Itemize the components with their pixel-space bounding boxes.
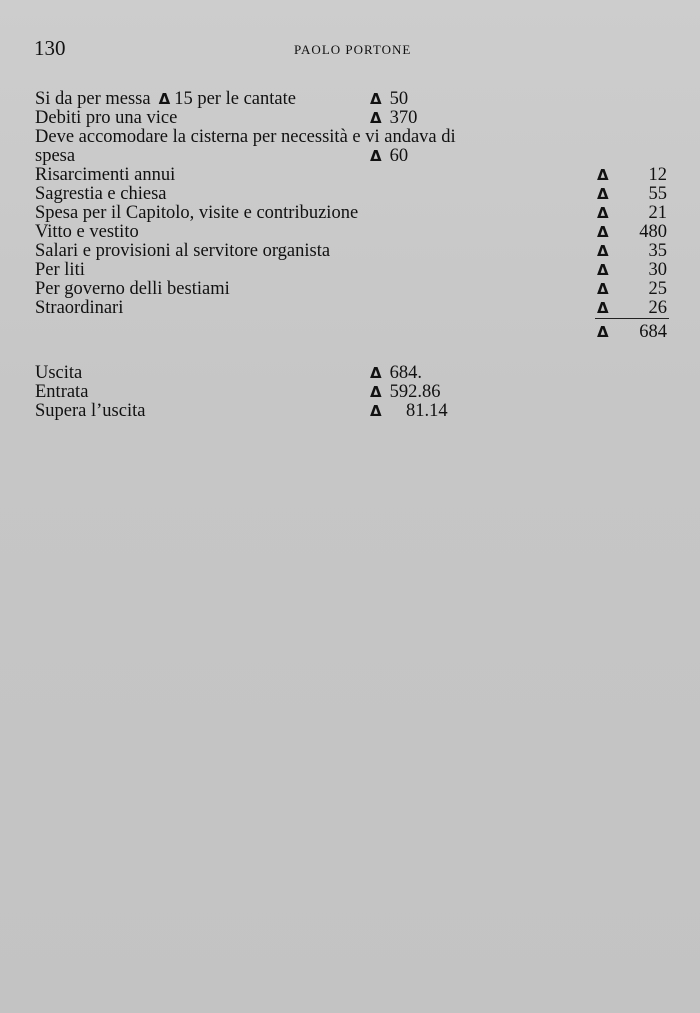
ledger-row: Spesa per il Capitolo, visite e contribuzione Δ 21 — [35, 203, 667, 223]
triangle-symbol: Δ — [597, 299, 609, 317]
ledger-row: Per governo delli bestiami Δ 25 — [35, 279, 667, 299]
row-label: Straordinari — [35, 298, 124, 318]
row-label: Sagrestia e chiesa — [35, 184, 167, 204]
ledger-row: Straordinari Δ 26 — [35, 298, 667, 318]
triangle-symbol: Δ — [370, 147, 382, 165]
row-label: Entrata — [35, 382, 89, 402]
running-head: PAOLO PORTONE — [294, 42, 412, 57]
mid-amount: Δ 50 — [370, 89, 409, 109]
ledger-row: Vitto e vestito Δ 480 — [35, 222, 667, 242]
ledger-row: Salari e provisioni al servitore organista Δ 35 — [35, 241, 667, 261]
triangle-symbol: Δ — [370, 364, 382, 382]
ledger-total-row: Δ 684 — [597, 322, 667, 342]
page-header — [34, 36, 666, 64]
expense-ledger — [35, 90, 675, 342]
triangle-symbol: Δ — [158, 90, 171, 108]
triangle-symbol: Δ — [370, 383, 382, 401]
balance-summary — [35, 364, 675, 421]
balance-row-uscita — [35, 364, 675, 383]
ledger-row: Sagrestia e chiesa Δ 55 — [35, 184, 667, 204]
row-label: Vitto e vestito — [35, 222, 139, 242]
mid-amount: Δ 684. — [370, 363, 422, 383]
row-label: Deve accomodare la cisterna per necessità e vi andava di — [35, 127, 456, 147]
triangle-symbol: Δ — [597, 166, 609, 184]
triangle-symbol: Δ — [370, 90, 382, 108]
triangle-symbol: Δ — [370, 109, 382, 127]
row-label: Supera l’uscita — [35, 401, 146, 421]
mid-amount: Δ 370 — [370, 108, 418, 128]
mid-amount: Δ 81.14 — [370, 401, 448, 421]
row-label: Debiti pro una vice — [35, 108, 178, 128]
ledger-row-cisterna-line2 — [35, 147, 675, 166]
row-label: Per liti — [35, 260, 85, 280]
row-label: Spesa per il Capitolo, visite e contribuzione — [35, 203, 359, 223]
row-label: Risarcimenti annui — [35, 165, 176, 185]
row-label: Per governo delli bestiami — [35, 279, 230, 299]
total-rule-row — [35, 318, 675, 321]
balance-row-supera — [35, 402, 675, 421]
balance-row-entrata — [35, 383, 675, 402]
triangle-symbol: Δ — [597, 185, 609, 203]
row-label: Uscita — [35, 363, 83, 383]
row-label: Salari e provisioni al servitore organista — [35, 241, 331, 261]
triangle-symbol: Δ — [597, 261, 609, 279]
triangle-symbol: Δ — [597, 223, 609, 241]
mid-amount: Δ 592.86 — [370, 382, 441, 402]
ledger-row: Risarcimenti annui Δ 12 — [35, 165, 667, 185]
triangle-symbol: Δ — [597, 323, 609, 341]
triangle-symbol: Δ — [597, 242, 609, 260]
total-rule — [595, 318, 669, 319]
page-number: 130 — [34, 36, 66, 60]
triangle-symbol: Δ — [597, 204, 609, 222]
row-label: spesa — [35, 146, 76, 166]
triangle-symbol: Δ — [370, 402, 382, 420]
ledger-row-cisterna-line1 — [35, 128, 675, 147]
mid-amount: Δ 60 — [370, 146, 409, 166]
ledger-row-debiti — [35, 109, 675, 128]
ledger-row: Per liti Δ 30 — [35, 260, 667, 280]
ledger-row-messa — [35, 90, 675, 109]
row-label: Si da per messa Δ 15 per le cantate — [35, 89, 296, 109]
triangle-symbol: Δ — [597, 280, 609, 298]
